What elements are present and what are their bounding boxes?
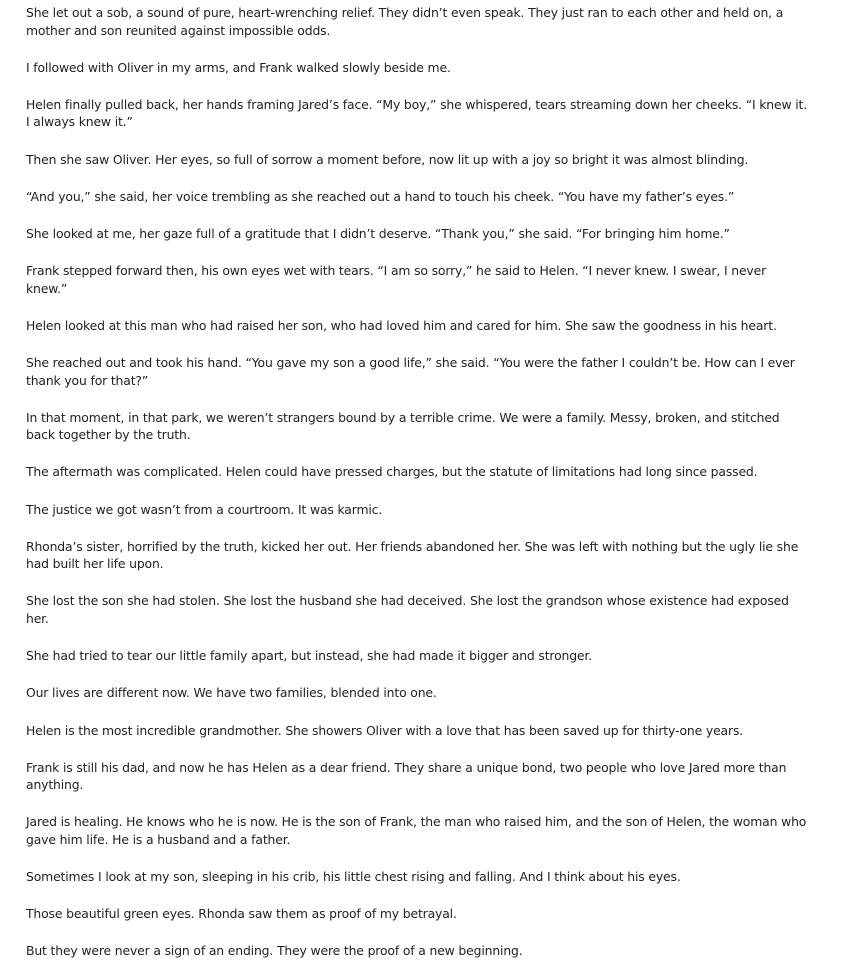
paragraph-14: She lost the son she had stolen. She lost the husband she had deceived. She lost the grandson whose existence had exposed her.: [26, 593, 789, 626]
paragraph-3: Helen finally pulled back, her hands framing Jared’s face. “My boy,” she whispered, tears streaming down her cheeks. “I knew it. I always knew it.”: [26, 96, 808, 130]
paragraph-2: I followed with Oliver in my arms, and Frank walked slowly beside me.: [26, 59, 451, 75]
paragraph-21: Those beautiful green eyes. Rhonda saw them as proof of my betrayal.: [26, 906, 457, 922]
paragraph-4: Then she saw Oliver. Her eyes, so full of sorrow a moment before, now lit up with a joy so bright it was almost blinding.: [26, 151, 749, 167]
paragraph-9: She reached out and took his hand. “You gave my son a good life,” she said. “You were the father I couldn’t be. How can I ever thank you for that?”: [26, 355, 795, 388]
paragraph-6: She looked at me, her gaze full of a gratitude that I didn’t deserve. “Thank you,” she said. “For bringing him home.”: [26, 225, 730, 241]
paragraph-12: The justice we got wasn’t from a courtroom. It was karmic.: [26, 501, 383, 517]
paragraph-15: She had tried to tear our little family apart, but instead, she had made it bigger and stronger.: [26, 648, 592, 664]
paragraph-20: Sometimes I look at my son, sleeping in his crib, his little chest rising and falling. And I think about his eyes.: [26, 869, 681, 885]
paragraph-11: The aftermath was complicated. Helen could have pressed charges, but the statute of limitations had long since passed.: [26, 464, 758, 480]
paragraph-8: Helen looked at this man who had raised her son, who had loved him and cared for him. She saw the goodness in his heart.: [26, 317, 777, 333]
article-body: [26, 4, 810, 960]
paragraph-5: “And you,” she said, her voice trembling as she reached out a hand to touch his cheek. “You have my father’s eyes.”: [26, 188, 735, 204]
paragraph-1: She let out a sob, a sound of pure, heart-wrenching relief. They didn’t even speak. They just ran to each other and held on, a mother and son reunited against impossible odds.: [26, 5, 784, 38]
paragraph-13: Rhonda’s sister, horrified by the truth, kicked her out. Her friends abandoned her. She was left with nothing but the ugly lie she had built her life upon.: [26, 538, 799, 572]
paragraph-16: Our lives are different now. We have two families, blended into one.: [26, 685, 437, 701]
paragraph-19: Jared is healing. He knows who he is now. He is the son of Frank, the man who raised him, and the son of Helen, the woman who gave him life. He is a husband and a father.: [26, 814, 807, 847]
paragraph-7: Frank stepped forward then, his own eyes wet with tears. “I am so sorry,” he said to Helen. “I never knew. I swear, I never knew.”: [26, 263, 767, 296]
paragraph-22: But they were never a sign of an ending. They were the proof of a new beginning.: [26, 943, 523, 959]
paragraph-17: Helen is the most incredible grandmother. She showers Oliver with a love that has been saved up for thirty-one years.: [26, 722, 744, 738]
paragraph-10: In that moment, in that park, we weren’t strangers bound by a terrible crime. We were a family. Messy, broken, and stitched back together by the truth.: [26, 409, 780, 443]
paragraph-18: Frank is still his dad, and now he has Helen as a dear friend. They share a unique bond, two people who love Jared more than anything.: [26, 759, 787, 793]
